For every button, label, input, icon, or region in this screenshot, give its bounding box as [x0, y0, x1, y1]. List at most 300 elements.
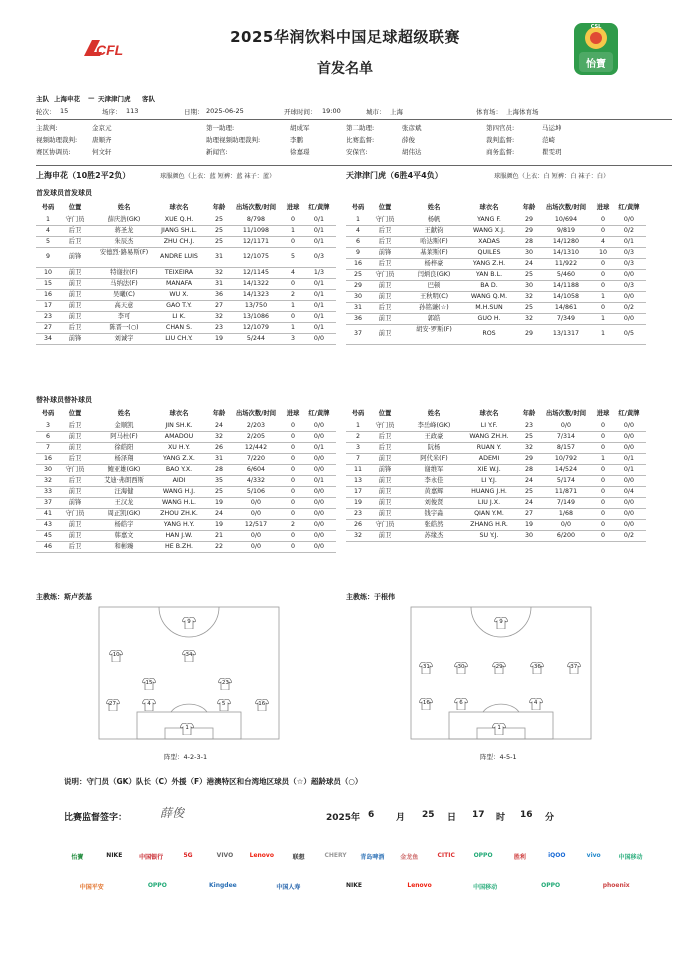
- table-cell: 11/1098: [242, 227, 270, 234]
- table-cell: XIE W.J.: [477, 466, 501, 473]
- table-row: [346, 225, 662, 236]
- official-name: 范崎: [542, 136, 555, 144]
- table-cell: 37: [43, 499, 52, 506]
- table-cell: 0/0: [313, 521, 325, 528]
- table-cell: 25: [524, 488, 533, 495]
- row-divider: [346, 541, 646, 542]
- table-cell: 前卫: [378, 315, 392, 322]
- column-header: 姓名: [427, 410, 441, 417]
- table-cell: 32: [43, 477, 52, 484]
- table-row: [36, 530, 342, 541]
- sponsor-logo: 中国平安: [79, 884, 104, 891]
- table-cell: 28: [214, 466, 223, 473]
- sponsor-logo: NIKE: [345, 882, 362, 889]
- table-cell: 前卫: [378, 532, 392, 539]
- player-shirt-icon: [530, 662, 544, 674]
- table-cell: 1/3: [313, 269, 325, 276]
- table-cell: 0: [600, 422, 605, 429]
- table-cell: 45: [43, 532, 52, 539]
- table-cell: 0: [290, 238, 295, 245]
- table-cell: 0/1: [623, 238, 635, 245]
- table-cell: 35: [214, 477, 223, 484]
- player-shirt-icon: [492, 662, 506, 674]
- table-row: [346, 497, 662, 508]
- table-cell: 后卫: [68, 227, 82, 234]
- signature-month-unit: 月: [396, 813, 406, 823]
- table-cell: 后卫: [378, 433, 392, 440]
- table-cell: 0: [600, 499, 605, 506]
- column-header: 进球: [286, 410, 300, 417]
- column-header: 球衣名: [169, 204, 189, 211]
- table-cell: 0/0: [560, 521, 572, 528]
- table-cell: 后卫: [68, 543, 82, 550]
- table-cell: CHAN S.: [165, 324, 193, 331]
- table-cell: 0: [290, 477, 295, 484]
- signature-month: 6: [368, 810, 375, 820]
- table-cell: JIANG SH.L.: [161, 227, 197, 234]
- page-title: 2025华润饮料中国足球超级联赛: [230, 28, 460, 46]
- table-cell: WANG Q.M.: [470, 293, 508, 300]
- table-cell: XADAS: [478, 238, 500, 245]
- table-cell: 7: [355, 455, 360, 462]
- away-kit-colors: 球服颜色（上衣：白 短裤：白 袜子：白）: [494, 173, 610, 180]
- table-cell: AIDI: [172, 477, 186, 484]
- table-cell: 后卫: [68, 422, 82, 429]
- table-cell: 32: [524, 293, 533, 300]
- player-shirt-icon: [142, 678, 156, 690]
- table-cell: ANDRE LUIS: [160, 253, 198, 260]
- column-header: 姓名: [117, 204, 131, 211]
- table-cell: 郭皓: [427, 315, 441, 322]
- table-cell: 前卫: [378, 499, 392, 506]
- home-formation-value: 4-2-3-1: [183, 753, 208, 761]
- sponsor-logo: 青岛啤酒: [360, 854, 385, 861]
- player-number: 37: [570, 663, 578, 670]
- table-cell: 32: [524, 444, 533, 451]
- table-cell: 谢维军: [424, 466, 444, 473]
- table-cell: ZHU CH.J.: [163, 238, 195, 245]
- table-cell: 王政豪: [424, 433, 444, 440]
- table-cell: 19: [214, 499, 223, 506]
- table-cell: 5/244: [246, 335, 266, 342]
- player-shirt-icon: [255, 699, 269, 711]
- table-cell: 17: [43, 302, 52, 309]
- player-shirt-icon: [419, 698, 433, 710]
- official-label: 安保官:: [346, 148, 368, 156]
- table-row: [36, 453, 342, 464]
- table-cell: 鲍亚雄(GK): [107, 466, 141, 473]
- table-cell: 汪海健: [114, 488, 134, 495]
- table-cell: 23: [524, 422, 533, 429]
- table-cell: YANG Z.H.: [472, 260, 506, 267]
- away-formation-value: 4-5-1: [499, 753, 517, 761]
- table-cell: 后卫: [378, 238, 392, 245]
- table-header: [36, 408, 342, 419]
- sponsor-logo: 中国移动: [618, 854, 643, 861]
- table-row: [346, 442, 662, 453]
- table-cell: 前卫: [378, 293, 392, 300]
- table-row: [346, 530, 662, 541]
- table-row: [346, 247, 662, 258]
- table-row: [36, 214, 342, 225]
- table-cell: 27: [214, 302, 223, 309]
- column-header: 出场次数/时间: [545, 204, 587, 211]
- table-cell: 14/1188: [552, 282, 580, 289]
- supervisor-signature-label: 比赛监督签字：: [64, 813, 128, 823]
- table-cell: 29: [353, 282, 362, 289]
- table-cell: 13/1317: [552, 330, 580, 337]
- table-cell: 5/106: [246, 488, 266, 495]
- sponsor-logo: iQOO: [548, 852, 566, 859]
- player-number: 4: [533, 699, 538, 706]
- table-cell: 0/1: [313, 216, 325, 223]
- table-cell: 5/174: [556, 477, 576, 484]
- table-cell: WANG H.L.: [162, 499, 196, 506]
- table-cell: 0/0: [313, 433, 325, 440]
- table-cell: 11/922: [554, 260, 578, 267]
- table-cell: 0: [290, 280, 295, 287]
- table-row: [346, 508, 662, 519]
- column-header: 出场次数/时间: [545, 410, 587, 417]
- column-header: 球衣名: [479, 410, 499, 417]
- sponsor-logo: VIVO: [216, 852, 234, 859]
- table-cell: 37: [353, 330, 362, 337]
- table-cell: LI Y.J.: [481, 477, 497, 484]
- column-header: 年龄: [212, 410, 226, 417]
- table-cell: 32: [524, 315, 533, 322]
- table-cell: 前卫: [68, 532, 82, 539]
- match-meta-line: [36, 107, 676, 119]
- away-coach-label: 主教练：: [346, 593, 374, 601]
- table-cell: 2/203: [246, 422, 266, 429]
- table-cell: ROS: [482, 330, 496, 337]
- subs-section-title: 替补球员替补球员: [36, 396, 92, 404]
- table-cell: 钱宇淼: [424, 510, 444, 517]
- official-label: 第一助理:: [206, 124, 235, 132]
- starters-section-title: 首发球员首发球员: [36, 189, 92, 197]
- table-cell: 1: [600, 293, 605, 300]
- away-team-record: 天津津门虎（6胜4平4负）: [346, 171, 443, 180]
- table-cell: GAO T.Y.: [166, 302, 192, 309]
- table-cell: HUANG J.H.: [471, 488, 507, 495]
- city-label: 城市：: [366, 108, 386, 116]
- table-row: [36, 519, 342, 530]
- table-cell: 3: [45, 422, 50, 429]
- signature-minute: 16: [520, 810, 533, 820]
- sponsor-logo: 中国移动: [473, 884, 498, 891]
- table-row: [346, 269, 662, 280]
- table-cell: 孙铭谦(☆): [419, 304, 449, 311]
- player-number: 16: [422, 699, 430, 706]
- table-cell: 25: [353, 271, 362, 278]
- table-cell: 0/0: [250, 499, 262, 506]
- table-cell: 7/314: [556, 433, 576, 440]
- table-cell: 基莱斯(F): [420, 249, 448, 256]
- sponsor-logo: 中国人寿: [276, 884, 301, 891]
- table-row: [36, 267, 342, 278]
- table-cell: ZHANG H.R.: [470, 521, 508, 528]
- table-cell: 28: [524, 466, 533, 473]
- table-cell: 前卫: [68, 269, 82, 276]
- table-row: [346, 313, 662, 324]
- table-cell: 杨梓豪: [424, 260, 444, 267]
- table-cell: 24: [524, 477, 533, 484]
- table-cell: 31: [353, 304, 362, 311]
- table-cell: 24: [524, 260, 533, 267]
- table-cell: 4: [45, 227, 50, 234]
- sponsor-logo: vivo: [586, 852, 601, 859]
- table-cell: 4: [290, 269, 295, 276]
- table-cell: 10/792: [554, 455, 578, 462]
- home-coach: [36, 592, 92, 602]
- player-shirt-icon: [567, 662, 581, 674]
- table-cell: 12/442: [244, 444, 268, 451]
- table-cell: 0: [290, 499, 295, 506]
- table-cell: 23: [214, 324, 223, 331]
- table-cell: 蒋圣龙: [114, 227, 134, 234]
- table-cell: 前锋: [378, 466, 392, 473]
- table-cell: 12/1075: [242, 253, 270, 260]
- table-cell: 11: [353, 466, 362, 473]
- player-shirt-icon: [454, 698, 468, 710]
- table-cell: M.H.SUN: [475, 304, 503, 311]
- table-header: [346, 202, 662, 213]
- table-cell: 30: [353, 293, 362, 300]
- table-cell: YAN B.L.: [475, 271, 503, 278]
- table-row: [36, 322, 342, 333]
- officials-grid: [36, 123, 676, 163]
- table-cell: 19: [353, 499, 362, 506]
- official-label: 比赛监督:: [346, 136, 375, 144]
- table-cell: 后卫: [378, 444, 392, 451]
- column-header: 号码: [41, 410, 55, 417]
- table-cell: 阿代米(F): [420, 455, 448, 462]
- table-cell: 0/0: [623, 422, 635, 429]
- table-cell: WANG H.J.: [162, 488, 196, 495]
- column-header: 红/黄牌: [308, 204, 330, 211]
- official-name: 胡成军: [290, 124, 310, 132]
- table-cell: 守门员: [375, 521, 395, 528]
- round-label: 轮次：: [36, 108, 56, 116]
- table-cell: AMADOU: [164, 433, 194, 440]
- table-row: [36, 225, 342, 236]
- table-cell: 36: [214, 291, 223, 298]
- player-shirt-icon: [142, 699, 156, 711]
- sponsor-logo: 5G: [183, 852, 193, 859]
- table-cell: 31: [214, 455, 223, 462]
- table-cell: 前卫: [68, 488, 82, 495]
- player-shirt-icon: [529, 698, 543, 710]
- table-cell: HAN J.W.: [165, 532, 193, 539]
- table-row: [346, 291, 662, 302]
- column-header: 号码: [351, 204, 365, 211]
- table-cell: 0: [290, 313, 295, 320]
- table-cell: 0/0: [313, 488, 325, 495]
- home-formation: [164, 752, 207, 761]
- table-cell: QUILES: [477, 249, 501, 256]
- official-label: 赛区协调员:: [36, 148, 71, 156]
- table-cell: 19: [214, 521, 223, 528]
- table-cell: 0: [600, 216, 605, 223]
- table-cell: 0/2: [623, 532, 635, 539]
- table-cell: 0/0: [623, 521, 635, 528]
- table-cell: 0/1: [313, 324, 325, 331]
- table-cell: 27: [43, 324, 52, 331]
- home-team: 上海申花: [54, 95, 80, 103]
- table-row: [346, 475, 662, 486]
- table-cell: 0: [290, 433, 295, 440]
- table-cell: 5: [45, 238, 50, 245]
- table-cell: 7/349: [556, 315, 576, 322]
- table-cell: 0/1: [313, 477, 325, 484]
- table-cell: 0/0: [250, 532, 262, 539]
- sponsor-logo: 胜利: [513, 854, 526, 861]
- table-cell: 0: [600, 510, 605, 517]
- table-cell: 1: [600, 315, 605, 322]
- table-cell: LIU CH.Y.: [165, 335, 193, 342]
- table-row: [346, 453, 662, 464]
- home-formation-label: 阵型：: [164, 753, 184, 761]
- table-cell: 和彬臻: [114, 543, 134, 550]
- page-subtitle: 首发名单: [317, 61, 373, 77]
- table-cell: HE B.ZH.: [165, 543, 193, 550]
- table-cell: 后卫: [68, 477, 82, 484]
- table-cell: 5/460: [556, 271, 576, 278]
- table-cell: 26: [353, 521, 362, 528]
- table-cell: 2: [290, 291, 295, 298]
- player-number: 30: [457, 663, 465, 670]
- table-cell: 1: [290, 227, 295, 234]
- player-number: 1: [185, 725, 189, 732]
- table-cell: 前卫: [68, 521, 82, 528]
- table-cell: 0/5: [623, 330, 635, 337]
- table-cell: 14/1323: [242, 291, 270, 298]
- official-name: 瞿雯玥: [542, 148, 562, 156]
- official-label: 第二助理:: [346, 124, 375, 132]
- official-name: 李鹏: [290, 136, 303, 144]
- table-cell: 9: [45, 253, 50, 260]
- table-cell: 杨帆: [427, 216, 441, 223]
- table-cell: 10: [598, 249, 607, 256]
- table-cell: 胡安·罗斯(F): [416, 326, 452, 333]
- table-cell: 11/871: [554, 488, 578, 495]
- table-cell: YANG H.Y.: [163, 521, 195, 528]
- table-cell: 0: [290, 466, 295, 473]
- table-cell: 徐皓阳: [114, 444, 134, 451]
- away-formation: [480, 752, 517, 761]
- table-cell: 15: [43, 280, 52, 287]
- table-row: [36, 289, 342, 300]
- table-cell: 7: [45, 444, 50, 451]
- divider: [36, 119, 672, 120]
- csl-logo-top: CSL: [590, 24, 602, 30]
- table-cell: YANG Z.X.: [163, 455, 195, 462]
- table-cell: 0/0: [313, 455, 325, 462]
- table-cell: 前卫: [378, 455, 392, 462]
- sponsor-logo: phoenix: [602, 882, 630, 889]
- table-cell: 27: [524, 510, 533, 517]
- table-cell: 19: [524, 521, 533, 528]
- table-cell: 王汉龙: [114, 499, 134, 506]
- table-row: [36, 541, 342, 552]
- table-cell: 李岳峰(GK): [417, 422, 451, 429]
- player-number: 31: [422, 663, 430, 670]
- column-header: 号码: [351, 410, 365, 417]
- table-cell: 22: [214, 543, 223, 550]
- table-cell: 黄嘉辉: [424, 488, 444, 495]
- table-cell: 31: [214, 253, 223, 260]
- sponsor-logo: 怡寶: [71, 854, 84, 861]
- table-cell: 30: [524, 249, 533, 256]
- column-header: 进球: [596, 410, 610, 417]
- table-cell: SU Y.J.: [479, 532, 499, 539]
- player-number: 4: [147, 701, 151, 708]
- table-cell: 30: [524, 282, 533, 289]
- table-cell: 0/0: [623, 293, 635, 300]
- table-cell: 0/0: [250, 510, 262, 517]
- table-cell: 前锋: [68, 499, 82, 506]
- official-name: 马运坤: [542, 124, 562, 132]
- table-cell: 0/0: [250, 543, 262, 550]
- city-value: 上海: [390, 108, 403, 116]
- table-cell: 30: [524, 532, 533, 539]
- player-number: 9: [187, 619, 191, 626]
- table-cell: 25: [214, 488, 223, 495]
- table-cell: XUE Q.H.: [164, 216, 194, 223]
- table-cell: 23: [353, 510, 362, 517]
- table-cell: 前卫: [68, 444, 82, 451]
- official-label: 第四官员:: [486, 124, 515, 132]
- table-cell: BA D.: [480, 282, 498, 289]
- table-cell: GUO H.: [477, 315, 501, 322]
- table-cell: 0/1: [313, 238, 325, 245]
- table-cell: BAO Y.X.: [165, 466, 193, 473]
- table-cell: 后卫: [68, 455, 82, 462]
- column-header: 位置: [378, 410, 392, 417]
- table-cell: 0/1: [313, 302, 325, 309]
- player-number: 6: [459, 699, 463, 706]
- table-row: [346, 302, 662, 313]
- table-cell: 0/0: [313, 335, 325, 342]
- match-teams-line: [36, 94, 676, 106]
- table-cell: 0/0: [623, 271, 635, 278]
- table-row: [36, 278, 342, 289]
- table-cell: 0/0: [313, 499, 325, 506]
- table-cell: 马纳法(F): [110, 280, 138, 287]
- table-cell: 前卫: [68, 433, 82, 440]
- table-cell: 32: [214, 433, 223, 440]
- table-cell: 25: [524, 433, 533, 440]
- signature-year: 2025年: [326, 813, 361, 823]
- column-header: 出场次数/时间: [235, 204, 277, 211]
- signature-hour-unit: 时: [496, 813, 506, 823]
- player-shirt-icon: [492, 723, 506, 735]
- table-cell: 0/3: [623, 260, 635, 267]
- player-shirt-icon: [419, 662, 433, 674]
- team-separator: —: [88, 94, 95, 102]
- column-header: 球衣名: [169, 410, 189, 417]
- table-cell: 刘俊贤: [424, 499, 444, 506]
- table-cell: 0: [600, 488, 605, 495]
- table-cell: 13/750: [244, 302, 268, 309]
- table-cell: 0: [290, 444, 295, 451]
- table-cell: 12/1079: [242, 324, 270, 331]
- player-shirt-icon: [494, 617, 508, 629]
- table-cell: 金顺凯: [114, 422, 134, 429]
- table-cell: 韩嘉文: [114, 532, 134, 539]
- player-number: 1: [497, 725, 501, 732]
- player-shirt-icon: [182, 650, 196, 662]
